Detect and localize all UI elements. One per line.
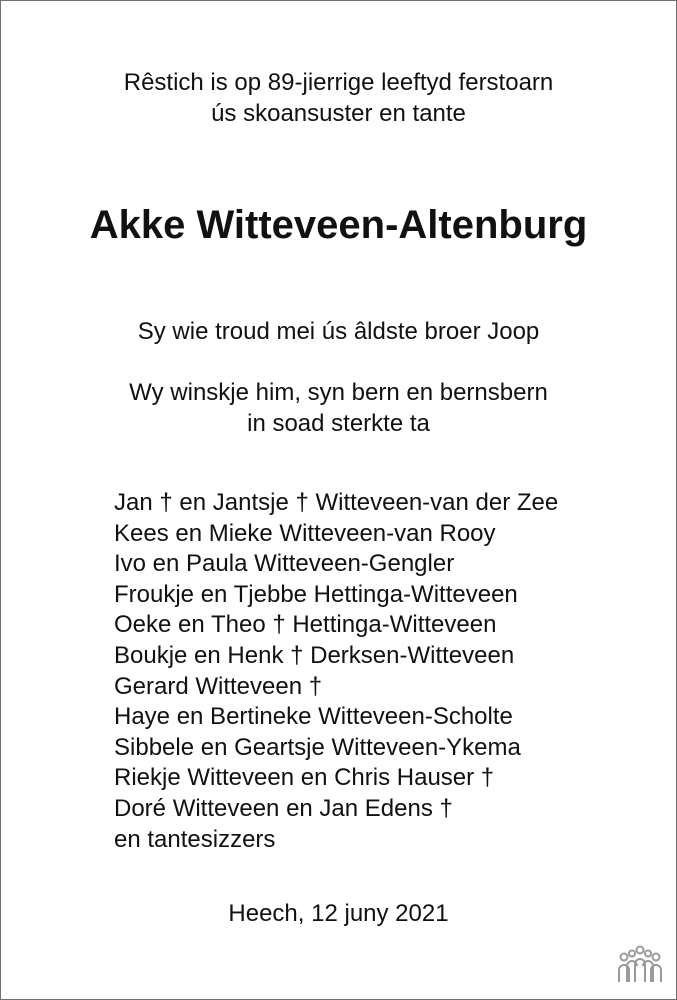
married-line: Sy wie troud mei ús âldste broer Joop (137, 318, 540, 345)
wish-line-2: in soad sterkte ta (247, 410, 430, 437)
family-line: Gerard Witteveen † (114, 672, 323, 700)
intro-line-1: Rêstich is op 89-jierrige leeftyd ferstoarn (123, 69, 554, 96)
family-line: Ivo en Paula Witteveen-Gengler (114, 550, 455, 578)
family-list (114, 488, 654, 855)
family-line: Sibbele en Geartsje Witteveen-Ykema (114, 733, 521, 761)
intro-line-2: ús skoansuster en tante (211, 100, 466, 127)
family-line: Haye en Bertineke Witteveen-Scholte (114, 703, 513, 731)
intro-text (0, 67, 677, 129)
family-line: Jan † en Jantsje † Witteveen-van der Zee (114, 489, 559, 516)
deceased-name: Akke Witteveen-Altenburg (89, 203, 588, 247)
wish-line-1: Wy winskje him, syn bern en bernsbern (129, 379, 548, 406)
family-line: Riekje Witteveen en Chris Hauser † (114, 764, 495, 792)
place-date: Heech, 12 juny 2021 (228, 900, 449, 927)
family-line: Oeke en Theo † Hettinga-Witteveen (114, 611, 497, 639)
family-line: Kees en Mieke Witteveen-van Rooy (114, 519, 496, 547)
wish-text (0, 377, 677, 439)
family-line: Doré Witteveen en Jan Edens † (114, 794, 453, 822)
family-line: Boukje en Henk † Derksen-Witteveen (114, 641, 515, 669)
people-group-icon (616, 944, 664, 984)
family-line: en tantesizzers (114, 825, 276, 853)
family-line: Froukje en Tjebbe Hettinga-Witteveen (114, 580, 518, 608)
